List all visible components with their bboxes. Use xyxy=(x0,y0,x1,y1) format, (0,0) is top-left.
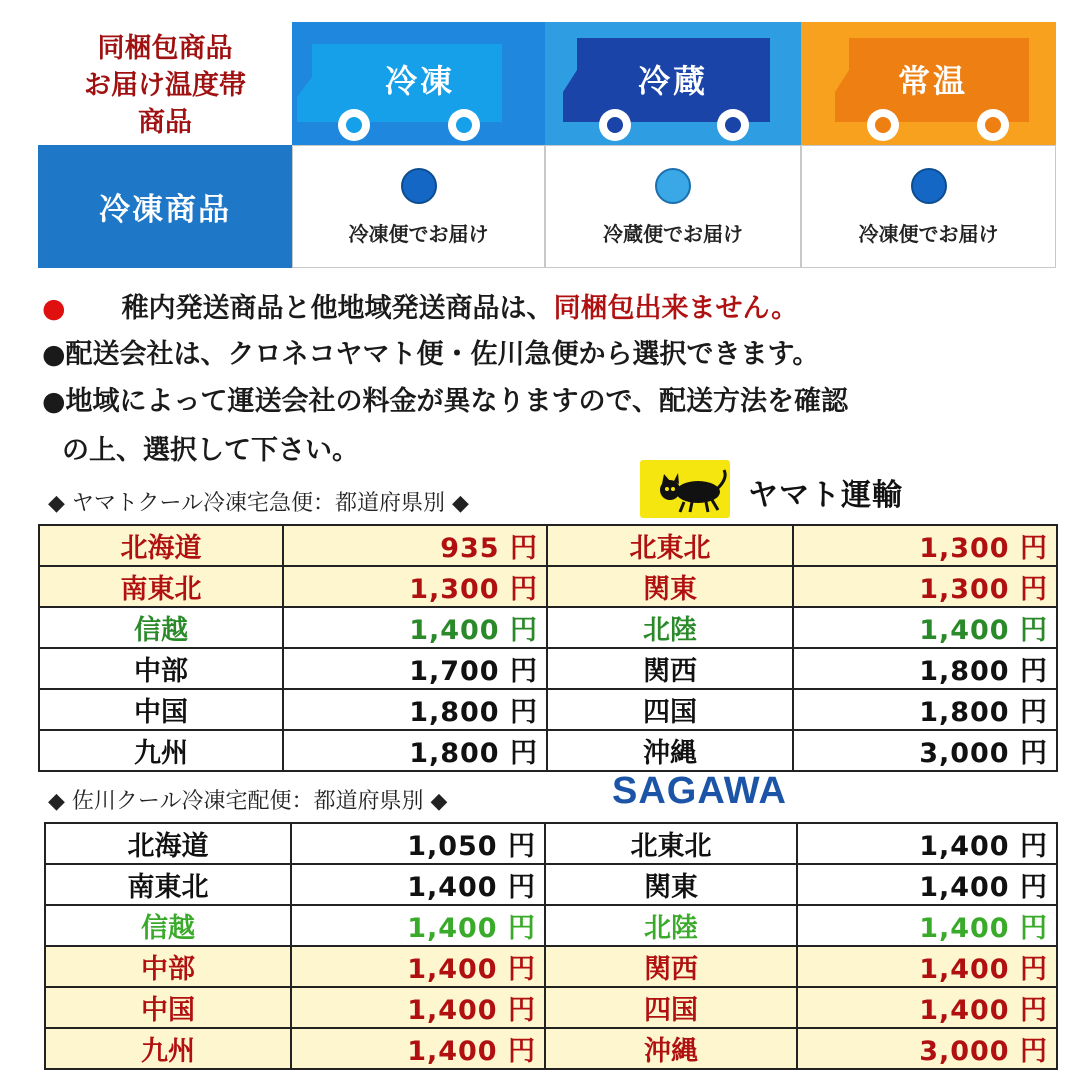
price-cell: 1,400 円 xyxy=(291,987,545,1028)
table-row xyxy=(45,987,1057,1028)
price-cell: 3,000 円 xyxy=(797,1028,1057,1069)
note-line-4: の上、選択して下さい。 xyxy=(62,435,359,466)
region-cell: 沖縄 xyxy=(545,1028,797,1069)
note-line-1-text: 稚内発送商品と他地域発送商品は、 xyxy=(121,293,554,324)
corner-title-line-1: 同梱包商品 xyxy=(97,33,233,64)
price-cell: 1,050 円 xyxy=(291,823,545,864)
table-row xyxy=(39,607,1057,648)
table-row xyxy=(45,864,1057,905)
note-line-2: ●配送会社は、クロネコヤマト便・佐川急便から選択できます。 xyxy=(42,339,820,370)
table-row xyxy=(45,905,1057,946)
price-cell: 1,400 円 xyxy=(797,823,1057,864)
yamato-logo-text: ヤマト運輸 xyxy=(748,478,903,513)
header-ambient-label: 常温 xyxy=(897,62,968,100)
price-cell: 1,800 円 xyxy=(283,689,547,730)
region-cell: 南東北 xyxy=(45,864,291,905)
yamato-rate-table xyxy=(38,524,1058,772)
region-cell: 北陸 xyxy=(547,607,793,648)
price-cell: 935 円 xyxy=(283,525,547,566)
corner-title-line-3: 商品 xyxy=(138,107,192,138)
region-cell: 沖縄 xyxy=(547,730,793,771)
region-cell: 北東北 xyxy=(545,823,797,864)
region-cell: 中部 xyxy=(45,946,291,987)
region-cell: 北海道 xyxy=(45,823,291,864)
region-cell: 九州 xyxy=(45,1028,291,1069)
table-row xyxy=(39,730,1057,771)
price-cell: 1,800 円 xyxy=(283,730,547,771)
price-cell: 1,400 円 xyxy=(291,905,545,946)
note-line-1-emphasis: 同梱包出来ません。 xyxy=(553,293,799,324)
black-cat-logo-icon xyxy=(640,460,730,518)
status-cell-chilled xyxy=(545,145,801,268)
price-cell: 1,400 円 xyxy=(797,864,1057,905)
circle-mark-icon xyxy=(655,168,691,204)
sagawa-logo: SAGAWA xyxy=(612,770,787,812)
price-cell: 1,800 円 xyxy=(793,689,1057,730)
circle-mark-icon xyxy=(401,168,437,204)
table-row xyxy=(39,525,1057,566)
price-cell: 1,300 円 xyxy=(793,566,1057,607)
sagawa-rate-table xyxy=(44,822,1058,1070)
price-cell: 3,000 円 xyxy=(793,730,1057,771)
price-cell: 1,400 円 xyxy=(797,987,1057,1028)
table-row xyxy=(39,648,1057,689)
region-cell: 中国 xyxy=(39,689,283,730)
region-cell: 南東北 xyxy=(39,566,283,607)
price-cell: 1,300 円 xyxy=(793,525,1057,566)
row-label-frozen-goods: 冷凍商品 xyxy=(38,145,292,268)
region-cell: 信越 xyxy=(45,905,291,946)
corner-title-line-2: お届け温度帯 xyxy=(84,70,246,101)
price-cell: 1,300 円 xyxy=(283,566,547,607)
status-cell-ambient xyxy=(801,145,1056,268)
price-cell: 1,400 円 xyxy=(291,1028,545,1069)
note-line-3: ●地域によって運送会社の料金が異なりますので、配送方法を確認 xyxy=(42,386,849,417)
yamato-heading: ◆ ヤマトクール冷凍宅急便：都道府県別 ◆ xyxy=(48,491,469,516)
region-cell: 北海道 xyxy=(39,525,283,566)
price-cell: 1,400 円 xyxy=(793,607,1057,648)
header-chilled-label: 冷蔵 xyxy=(637,62,708,100)
region-cell: 北東北 xyxy=(547,525,793,566)
price-cell: 1,400 円 xyxy=(291,946,545,987)
status-cell-frozen xyxy=(292,145,545,268)
table-row xyxy=(39,689,1057,730)
price-cell: 1,400 円 xyxy=(797,946,1057,987)
status-text: 冷凍便でお届け xyxy=(858,222,999,246)
region-cell: 四国 xyxy=(547,689,793,730)
price-cell: 1,400 円 xyxy=(797,905,1057,946)
region-cell: 北陸 xyxy=(545,905,797,946)
yamato-logo xyxy=(640,460,940,520)
table-row xyxy=(45,946,1057,987)
price-cell: 1,400 円 xyxy=(291,864,545,905)
header-frozen-label: 冷凍 xyxy=(384,62,455,100)
header-frozen xyxy=(292,22,545,145)
region-cell: 関西 xyxy=(545,946,797,987)
price-cell: 1,400 円 xyxy=(283,607,547,648)
note-line-1 xyxy=(42,286,798,325)
red-bullet-icon: ● xyxy=(42,293,66,324)
region-cell: 関西 xyxy=(547,648,793,689)
region-cell: 九州 xyxy=(39,730,283,771)
corner-title xyxy=(40,30,290,145)
region-cell: 中部 xyxy=(39,648,283,689)
table-row xyxy=(39,566,1057,607)
price-cell: 1,800 円 xyxy=(793,648,1057,689)
sagawa-heading: ◆ 佐川クール冷凍宅配便：都道府県別 ◆ xyxy=(48,789,448,814)
status-text: 冷蔵便でお届け xyxy=(603,222,743,246)
region-cell: 中国 xyxy=(45,987,291,1028)
header-ambient xyxy=(801,22,1056,145)
circle-mark-icon xyxy=(911,168,947,204)
region-cell: 関東 xyxy=(547,566,793,607)
table-row xyxy=(45,823,1057,864)
region-cell: 関東 xyxy=(545,864,797,905)
header-chilled xyxy=(545,22,801,145)
status-text: 冷凍便でお届け xyxy=(348,222,489,246)
region-cell: 四国 xyxy=(545,987,797,1028)
region-cell: 信越 xyxy=(39,607,283,648)
price-cell: 1,700 円 xyxy=(283,648,547,689)
table-row xyxy=(45,1028,1057,1069)
